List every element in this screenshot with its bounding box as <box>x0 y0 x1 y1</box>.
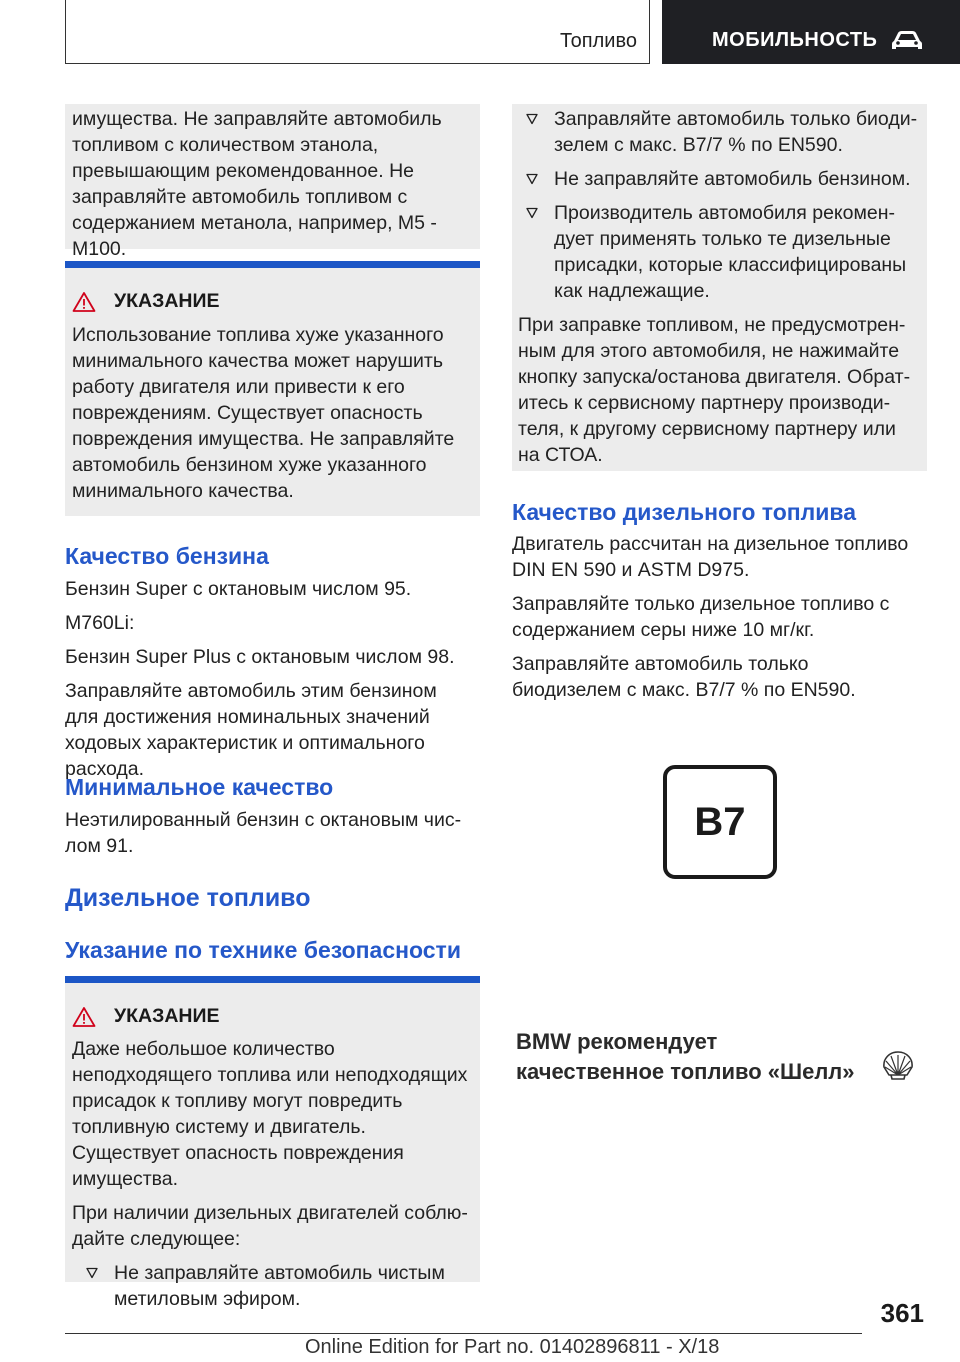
warning-header <box>72 290 220 313</box>
b7-fuel-sign: B7 <box>663 765 777 879</box>
list-item-text: Производитель автомобиля рекомендует применять только те дизельные присадки, которые классифицированы как надлежащие. <box>554 202 907 302</box>
shell-logo-icon <box>881 1049 915 1081</box>
triangle-bullet-icon <box>526 173 538 185</box>
diesel-notice-para: При заправке топливом, не предусмотренным для этого автомобиля, не нажимайте кнопку запуска/останова двигателя. Обратитесь к сервисному партнеру производителя, к другому сервисному партнеру или на СТОА. <box>518 314 911 466</box>
warning-title: УКАЗАНИЕ <box>114 290 220 312</box>
warning-bar-2 <box>65 976 480 983</box>
header-chapter-bar <box>662 0 960 64</box>
list-item <box>512 200 922 304</box>
warning2-p2: При наличии дизельных двигателей соблюдайте следующее: <box>72 1202 468 1250</box>
warning-header-2 <box>72 1005 220 1028</box>
footer-edition: Online Edition for Part no. 01402896811 - X/18 <box>305 1336 720 1358</box>
warning2-p1: Даже небольшое количество неподходящего топлива или неподходящих присадок к топливу могут повредить топливную систему и двигатель. Существует опасность повреждения имущества. <box>72 1038 468 1190</box>
list-item-text: Не заправляйте автомобиль бензином. <box>554 168 911 190</box>
warning-triangle-icon <box>72 1006 96 1028</box>
petrol-quality-body <box>65 576 475 782</box>
continued-notice-text: имущества. Не заправляйте автомобиль топливом с количеством этанола, превышающим рекомендованное. Не заправляйте автомобиль топливом с содержанием метанола, например, M5 - M100. <box>72 108 442 260</box>
list-item <box>512 166 922 192</box>
warning-body-2 <box>72 1036 477 1312</box>
diesel-notice-content <box>512 106 922 468</box>
warning-bar <box>65 261 480 268</box>
diesel-quality-p1: Двигатель рассчитан на дизельное топливо DIN EN 590 и ASTM D975. <box>512 533 909 581</box>
diesel-quality-body <box>512 531 922 703</box>
diesel-fuel-heading: Дизельное топливо <box>65 884 311 912</box>
warning-triangle-icon <box>72 291 96 313</box>
diesel-quality-p3: Заправляйте автомобиль только биодизелем с макс. B7/7 % по EN590. <box>512 653 856 701</box>
list-item-text: Заправляйте автомобиль только биодизелем с макс. B7/7 % по EN590. <box>554 108 918 156</box>
car-icon <box>890 28 924 52</box>
list-item <box>512 106 922 158</box>
header-section-title: Топливо <box>560 30 637 52</box>
diesel-quality-heading: Качество дизельного топлива <box>512 499 857 525</box>
footer-rule <box>65 1333 862 1334</box>
petrol-p2: M760Li: <box>65 612 135 634</box>
page-number: 361 <box>880 1298 924 1328</box>
warning-title-2: УКАЗАНИЕ <box>114 1005 220 1027</box>
header-section-box <box>65 0 650 64</box>
triangle-bullet-icon <box>86 1267 98 1279</box>
minimum-quality-text: Неэтилированный бензин с октановым числом 91. <box>65 809 462 857</box>
petrol-p3: Бензин Super Plus с октановым числом 98. <box>65 646 455 668</box>
triangle-bullet-icon <box>526 113 538 125</box>
shell-line-1: BMW рекомендует <box>516 1029 718 1054</box>
list-item-text: Не заправляйте автомобиль чистым метиловым эфиром. <box>114 1262 445 1310</box>
triangle-bullet-icon <box>526 207 538 219</box>
petrol-p1: Бензин Super с октановым числом 95. <box>65 578 412 600</box>
petrol-quality-heading: Качество бензина <box>65 543 269 569</box>
header-chapter-label: МОБИЛЬНОСТЬ <box>712 29 878 51</box>
warning-text: Использование топлива хуже указанного минимального качества может нарушить работу двигателя или привести к его повреждениям. Существует опасность повреждения имущества. Не заправляйте автомобиль бензином хуже указанного минимального качества. <box>72 324 455 502</box>
minimum-quality-heading: Минимальное качество <box>65 774 334 800</box>
shell-line-2: качественное топливо «Шелл» <box>516 1059 855 1084</box>
list-item <box>72 1260 477 1312</box>
petrol-p4: Заправляйте автомобиль этим бензином для достижения номинальных значений ходовых характеристик и оптимального расхода. <box>65 680 437 780</box>
safety-heading: Указание по технике безопасности <box>65 937 461 963</box>
diesel-quality-p2: Заправляйте только дизельное топливо с содержанием серы ниже 10 мг/кг. <box>512 593 890 641</box>
shell-recommendation <box>516 1027 855 1087</box>
